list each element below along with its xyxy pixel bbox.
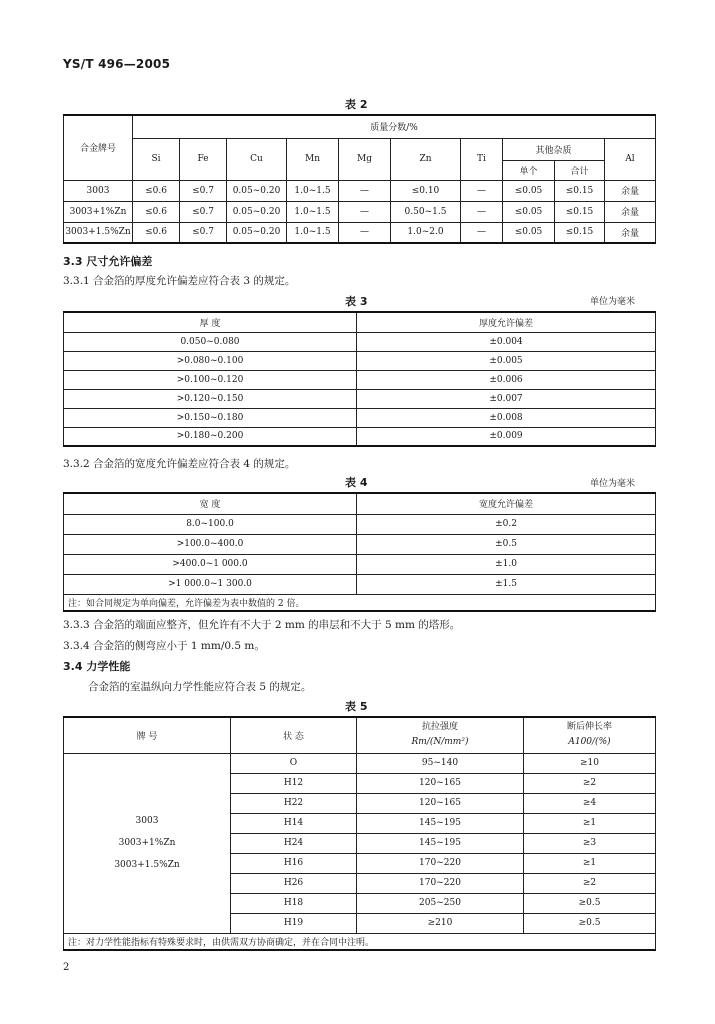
table2-cell: ≤0.05	[503, 201, 555, 222]
table5-header-tensile-label: 抗拉强度	[421, 722, 458, 733]
table5-header-brand: 牌 号	[64, 717, 231, 753]
table3-header-tolerance: 厚度允许偏差	[357, 312, 656, 332]
standard-header: YS/T 496—2005	[63, 57, 171, 71]
table-row	[64, 554, 656, 574]
table2-header-other-impurities: 其他杂质	[503, 138, 605, 160]
table2-cell: ≤0.7	[180, 222, 227, 243]
table5-cell: H18	[231, 893, 357, 913]
table2-cell: 1.0~1.5	[287, 180, 339, 201]
table2-cell: ≤0.7	[180, 201, 227, 222]
table4-cell: ±1.0	[357, 554, 656, 574]
table5-header-state: 状 态	[231, 717, 357, 753]
table2-header-total: 合计	[555, 160, 605, 180]
table3-cell: >0.150~0.180	[64, 408, 357, 427]
table2-cell: ≤0.15	[555, 201, 605, 222]
table5-cell: ≥10	[524, 753, 656, 773]
table2-cell: ≤0.6	[133, 222, 180, 243]
table-row	[64, 427, 656, 446]
table2-header-cu: Cu	[227, 138, 287, 180]
table2-header-si: Si	[133, 138, 180, 180]
table2-cell: 余量	[605, 180, 656, 201]
table2-cell: 1.0~2.0	[391, 222, 461, 243]
table5-brand-cell	[64, 753, 231, 933]
table3-caption: 表 3	[345, 295, 368, 308]
table2-cell: ≤0.05	[503, 180, 555, 201]
table5-cell: ≥2	[524, 873, 656, 893]
table5-cell: ≥210	[357, 913, 524, 933]
table4-cell: >1 000.0~1 300.0	[64, 574, 357, 594]
table5-cell: H22	[231, 793, 357, 813]
table2-header-al: Al	[605, 138, 656, 180]
table2-cell: 0.05~0.20	[227, 201, 287, 222]
table4-cell: ±1.5	[357, 574, 656, 594]
table2-header-brand: 合金牌号	[64, 115, 133, 180]
table5-cell: ≥1	[524, 813, 656, 833]
table5-brand-1: 3003	[135, 816, 159, 826]
table5-cell: 95~140	[357, 753, 524, 773]
table2-header-single: 单个	[503, 160, 555, 180]
table5-header-elongation-unit: A100/(%)	[568, 737, 611, 748]
table2-composition	[63, 114, 656, 244]
table3-cell: ±0.009	[357, 427, 656, 446]
table5-cell: ≥0.5	[524, 893, 656, 913]
table4-cell: ±0.2	[357, 514, 656, 534]
table5-cell: O	[231, 753, 357, 773]
table5-cell: 145~195	[357, 833, 524, 853]
table5-cell: ≥2	[524, 773, 656, 793]
clause-3-3-4: 3.3.4 合金箔的侧弯应小于 1 mm/0.5 m。	[63, 640, 265, 652]
table2-cell: 3003+1.5%Zn	[64, 222, 133, 243]
table2-cell: ≤0.6	[133, 201, 180, 222]
table2-cell: 1.0~1.5	[287, 201, 339, 222]
table2-cell: —	[339, 180, 391, 201]
table3-cell: >0.120~0.150	[64, 389, 357, 408]
table5-cell: 145~195	[357, 813, 524, 833]
table5-header-elongation	[524, 717, 656, 753]
table4-header-tolerance: 宽度允许偏差	[357, 493, 656, 514]
table2-header-ti: Ti	[461, 138, 503, 180]
table5-note: 注：对力学性能指标有特殊要求时，由供需双方协商确定，并在合同中注明。	[64, 933, 656, 950]
table2-cell: 3003+1%Zn	[64, 201, 133, 222]
table5-header-elongation-label: 断后伸长率	[566, 722, 612, 733]
clause-3-4-text: 合金箔的室温纵向力学性能应符合表 5 的规定。	[88, 681, 312, 693]
table5-cell: 120~165	[357, 773, 524, 793]
table5-cell: ≥1	[524, 853, 656, 873]
table2-cell: —	[339, 201, 391, 222]
table4-note: 注：如合同规定为单向偏差，允许偏差为表中数值的 2 倍。	[64, 594, 656, 611]
clause-3-3-3: 3.3.3 合金箔的端面应整齐，但允许有不大于 2 mm 的串层和不大于 5 mm 的塔形。	[63, 619, 461, 631]
table-row	[64, 389, 656, 408]
table5-cell: H24	[231, 833, 357, 853]
table-row	[64, 332, 656, 351]
table5-cell: 170~220	[357, 853, 524, 873]
table-row	[64, 222, 656, 243]
table4-caption: 表 4	[345, 476, 368, 489]
table3-cell: ±0.008	[357, 408, 656, 427]
table3-cell: >0.100~0.120	[64, 370, 357, 389]
table-row	[64, 574, 656, 594]
table2-cell: ≤0.10	[391, 180, 461, 201]
page-number: 2	[63, 962, 70, 973]
table4-cell: >400.0~1 000.0	[64, 554, 357, 574]
table3-cell: >0.080~0.100	[64, 351, 357, 370]
table2-cell: ≤0.6	[133, 180, 180, 201]
table5-header-tensile-unit: Rm/(N/mm²)	[411, 737, 469, 748]
table-row	[64, 408, 656, 427]
table2-header-fe: Fe	[180, 138, 227, 180]
table-row	[64, 370, 656, 389]
table4-width-tolerance	[63, 492, 656, 612]
table2-cell: 1.0~1.5	[287, 222, 339, 243]
table2-cell: 余量	[605, 222, 656, 243]
table-row	[64, 351, 656, 370]
table3-cell: >0.180~0.200	[64, 427, 357, 446]
table3-unit: 单位为毫米	[590, 297, 636, 307]
table4-unit: 单位为毫米	[590, 479, 636, 489]
table3-cell: 0.050~0.080	[64, 332, 357, 351]
table3-cell: ±0.006	[357, 370, 656, 389]
table5-header-tensile	[357, 717, 524, 753]
section-3-3-heading: 3.3 尺寸允许偏差	[63, 255, 153, 268]
table2-cell: 3003	[64, 180, 133, 201]
table5-cell: H26	[231, 873, 357, 893]
table4-cell: >100.0~400.0	[64, 534, 357, 554]
table3-cell: ±0.007	[357, 389, 656, 408]
table4-cell: 8.0~100.0	[64, 514, 357, 534]
table2-cell: —	[461, 222, 503, 243]
table5-cell: 205~250	[357, 893, 524, 913]
table2-cell: ≤0.15	[555, 222, 605, 243]
table5-cell: ≥0.5	[524, 913, 656, 933]
table5-brand-3: 3003+1.5%Zn	[114, 860, 180, 870]
table5-brand-2: 3003+1%Zn	[118, 838, 176, 848]
table3-cell: ±0.004	[357, 332, 656, 351]
table2-cell: 0.05~0.20	[227, 180, 287, 201]
table2-cell: ≤0.7	[180, 180, 227, 201]
table-row	[64, 514, 656, 534]
table2-header-mg: Mg	[339, 138, 391, 180]
table5-cell: H19	[231, 913, 357, 933]
table2-cell: ≤0.15	[555, 180, 605, 201]
table3-header-thickness: 厚 度	[64, 312, 357, 332]
table5-mechanical-properties	[63, 716, 656, 951]
table2-header-mn: Mn	[287, 138, 339, 180]
table2-cell: ≤0.05	[503, 222, 555, 243]
table2-header-zn: Zn	[391, 138, 461, 180]
clause-3-3-2: 3.3.2 合金箔的宽度允许偏差应符合表 4 的规定。	[63, 458, 296, 470]
table-row	[64, 534, 656, 554]
section-3-4-heading: 3.4 力学性能	[63, 660, 131, 673]
table5-cell: ≥4	[524, 793, 656, 813]
table4-header-width: 宽 度	[64, 493, 357, 514]
table5-cell: H14	[231, 813, 357, 833]
table4-cell: ±0.5	[357, 534, 656, 554]
table3-thickness-tolerance	[63, 311, 656, 447]
table-row	[64, 201, 656, 222]
table2-header-mass-fraction: 质量分数/%	[133, 115, 656, 138]
clause-3-3-1: 3.3.1 合金箔的厚度允许偏差应符合表 3 的规定。	[63, 275, 296, 287]
table2-cell: —	[339, 222, 391, 243]
table2-cell: 0.05~0.20	[227, 222, 287, 243]
table2-cell: —	[461, 180, 503, 201]
table-row	[64, 180, 656, 201]
table-row	[64, 753, 656, 773]
table5-cell: 170~220	[357, 873, 524, 893]
table2-cell: 余量	[605, 201, 656, 222]
table5-caption: 表 5	[345, 700, 368, 713]
table2-cell: 0.50~1.5	[391, 201, 461, 222]
table5-cell: H16	[231, 853, 357, 873]
table3-cell: ±0.005	[357, 351, 656, 370]
table2-caption: 表 2	[345, 98, 368, 111]
table5-cell: H12	[231, 773, 357, 793]
table2-cell: —	[461, 201, 503, 222]
table5-cell: ≥3	[524, 833, 656, 853]
table5-cell: 120~165	[357, 793, 524, 813]
